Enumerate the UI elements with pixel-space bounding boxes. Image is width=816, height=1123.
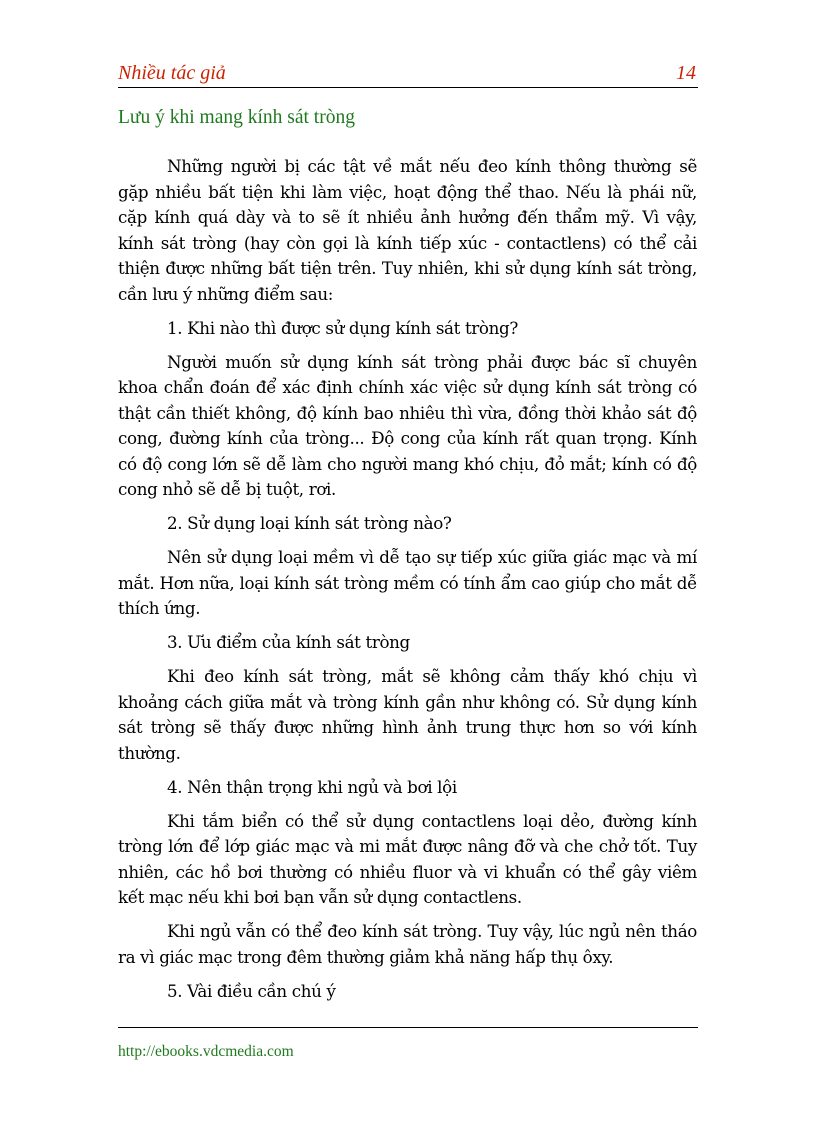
paragraph: Khi tắm biển có thể sử dụng contactlens loại dẻo, đường kính tròng lớn để lớp giác mạc và mi mắt được nâng đỡ và che chở tốt. Tuy nhiên, các hồ bơi thường có nhiều fluor và vi khuẩn có thể gây viêm kết mạc nếu khi bơi bạn vẫn sử dụng contactlens. (118, 810, 697, 907)
header-author: Nhiều tác giả (118, 62, 226, 84)
footer-divider (118, 1027, 698, 1028)
page-header (118, 60, 698, 86)
paragraph: Nên sử dụng loại mềm vì dễ tạo sự tiếp xúc giữa giác mạc và mí mắt. Hơn nữa, loại kính sát tròng mềm có tính ẩm cao giúp cho mắt dễ thích ứng. (118, 547, 697, 618)
paragraph: Khi đeo kính sát tròng, mắt sẽ không cảm thấy khó chịu vì khoảng cách giữa mắt và tròng kính gần như không có. Sử dụng kính sát tròng sẽ thấy được những hình ảnh trung thực hơn so với kính thường. (118, 666, 697, 763)
page-number: 14 (676, 62, 696, 84)
paragraph: Khi ngủ vẫn có thể đeo kính sát tròng. Tuy vậy, lúc ngủ nên tháo ra vì giác mạc trong đêm thường giảm khả năng hấp thụ ôxy. (118, 921, 697, 967)
paragraph: Người muốn sử dụng kính sát tròng phải được bác sĩ chuyên khoa chẩn đoán để xác định chính xác việc sử dụng kính sát tròng có thật cần thiết không, độ kính bao nhiêu thì vừa, đồng thời khảo sát độ cong, đường kính của tròng... Độ cong của kính rất quan trọng. Kính có độ cong lớn sẽ dễ làm cho người mang khó chịu, đỏ mắt; kính có độ cong nhỏ sẽ dễ bị tuột, rơi. (118, 351, 697, 499)
subheading: 1. Khi nào thì được sử dụng kính sát tròng? (167, 317, 518, 338)
subheading: 3. Ưu điểm của kính sát tròng (167, 632, 410, 652)
body-content (118, 154, 697, 1013)
subheading: 2. Sử dụng loại kính sát tròng nào? (167, 513, 452, 533)
subheading: 5. Vài điều cần chú ý (167, 980, 336, 1001)
section-title: Lưu ý khi mang kính sát tròng (118, 107, 355, 128)
header-divider (118, 87, 698, 88)
subheading: 4. Nên thận trọng khi ngủ và bơi lội (167, 776, 457, 797)
footer-url[interactable]: http://ebooks.vdcmedia.com (118, 1043, 294, 1060)
paragraph: Những người bị các tật về mắt nếu đeo kính thông thường sẽ gặp nhiều bất tiện khi làm việc, hoạt động thể thao. Nếu là phái nữ, cặp kính quá dày và to sẽ ít nhiều ảnh hưởng đến thẩm mỹ. Vì vậy, kính sát tròng (hay còn gọi là kính tiếp xúc - contactlens) có thể cải thiện được những bất tiện trên. Tuy nhiên, khi sử dụng kính sát tròng, cần lưu ý những điểm sau: (118, 156, 697, 304)
